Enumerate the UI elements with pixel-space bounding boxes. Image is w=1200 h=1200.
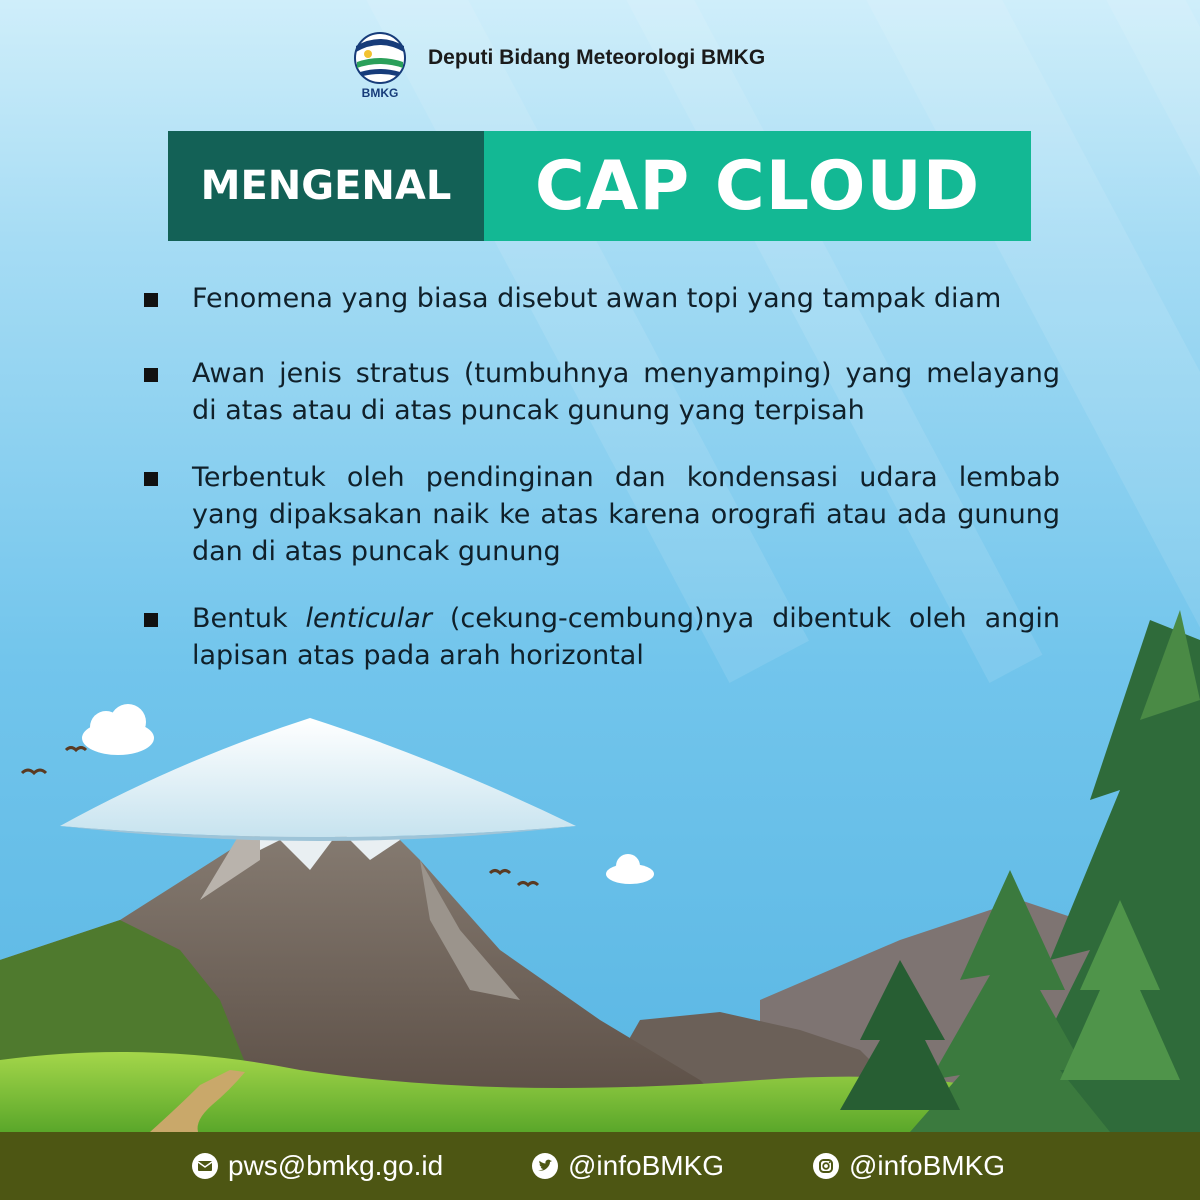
bullet-square-icon (144, 368, 158, 382)
organization-name: Deputi Bidang Meteorologi BMKG (428, 46, 766, 69)
twitter-icon (532, 1153, 558, 1179)
bullet-text: Fenomena yang biasa disebut awan topi yang tampak diam (192, 283, 1002, 314)
header (350, 32, 410, 104)
bullet-text: Terbentuk oleh pendinginan dan kondensasi udara lembab yang dipaksakan naik ke atas karena orografi atau ada gunung dan di atas puncak gunung (192, 462, 1060, 567)
bullet-square-icon (144, 472, 158, 486)
footer-bar (0, 1132, 1200, 1200)
bullet-text-before: Bentuk (192, 603, 306, 634)
title-banner (168, 131, 1031, 241)
bmkg-logo (350, 32, 410, 104)
footer-twitter[interactable] (532, 1150, 724, 1182)
instagram-icon (813, 1153, 839, 1179)
bullet-text-italic: lenticular (305, 603, 432, 634)
bullet-item (140, 600, 1060, 674)
footer-instagram[interactable] (813, 1150, 1005, 1182)
bullet-text-after: (cekung-cembung)nya dibentuk oleh angin lapisan atas pada arah horizontal (192, 603, 1060, 671)
bullet-text: Awan jenis stratus (tumbuhnya menyamping) yang melayang di atas atau di atas puncak gunung yang terpisah (192, 358, 1060, 426)
bmkg-logo-icon (350, 32, 410, 88)
envelope-icon (192, 1153, 218, 1179)
footer-email[interactable] (192, 1150, 443, 1182)
title-prefix: MENGENAL (168, 131, 484, 241)
instagram-handle: @infoBMKG (849, 1150, 1006, 1181)
bullet-list (140, 280, 1060, 704)
bullet-square-icon (144, 613, 158, 627)
logo-text: BMKG (361, 86, 399, 100)
bullet-item (140, 459, 1060, 570)
title-main: CAP CLOUD (484, 131, 1031, 241)
twitter-handle: @infoBMKG (568, 1150, 725, 1181)
bullet-item (140, 280, 1060, 317)
email-text: pws@bmkg.go.id (228, 1150, 444, 1181)
bullet-square-icon (144, 293, 158, 307)
bullet-item (140, 355, 1060, 429)
